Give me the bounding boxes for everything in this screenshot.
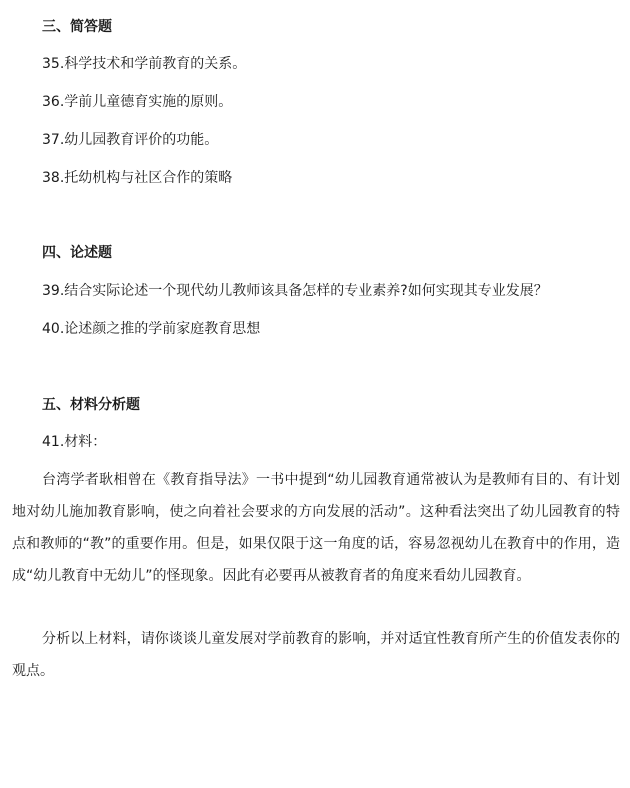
- question-38: 38.托幼机构与社区合作的策略: [42, 170, 233, 186]
- material-paragraph: 台湾学者耿相曾在《教育指导法》一书中提到“幼儿园教育通常被认为是教师有目的、有计划地对幼儿施加教育影响，使之向着社会要求的方向发展的活动”。这种看法突出了幼儿园教育的特点和教师的“教”的重要作用。但是，如果仅限于这一角度的话，容易忽视幼儿在教育中的作用，造成“幼儿教育中无幼儿”的怪现象。因此有必要再从被教育者的角度来看幼儿园教育。: [12, 472, 620, 584]
- task-paragraph: 分析以上材料，请你谈谈儿童发展对学前教育的影响，并对适宜性教育所产生的价值发表你的观点。: [12, 631, 620, 679]
- question-37: 37.幼儿园教育评价的功能。: [42, 132, 219, 148]
- question-39: 39.结合实际论述一个现代幼儿教师该具备怎样的专业素养?如何实现其专业发展？: [42, 283, 548, 299]
- section-heading-essay: 四、论述题: [42, 245, 112, 261]
- question-41-label: 41.材料：: [42, 434, 107, 450]
- section-heading-short-answer: 三、简答题: [42, 19, 112, 35]
- question-36: 36.学前儿童德育实施的原则。: [42, 94, 233, 110]
- question-35: 35.科学技术和学前教育的关系。: [42, 56, 247, 72]
- question-40: 40.论述颜之推的学前家庭教育思想: [42, 321, 261, 337]
- section-heading-material-analysis: 五、材料分析题: [42, 397, 140, 413]
